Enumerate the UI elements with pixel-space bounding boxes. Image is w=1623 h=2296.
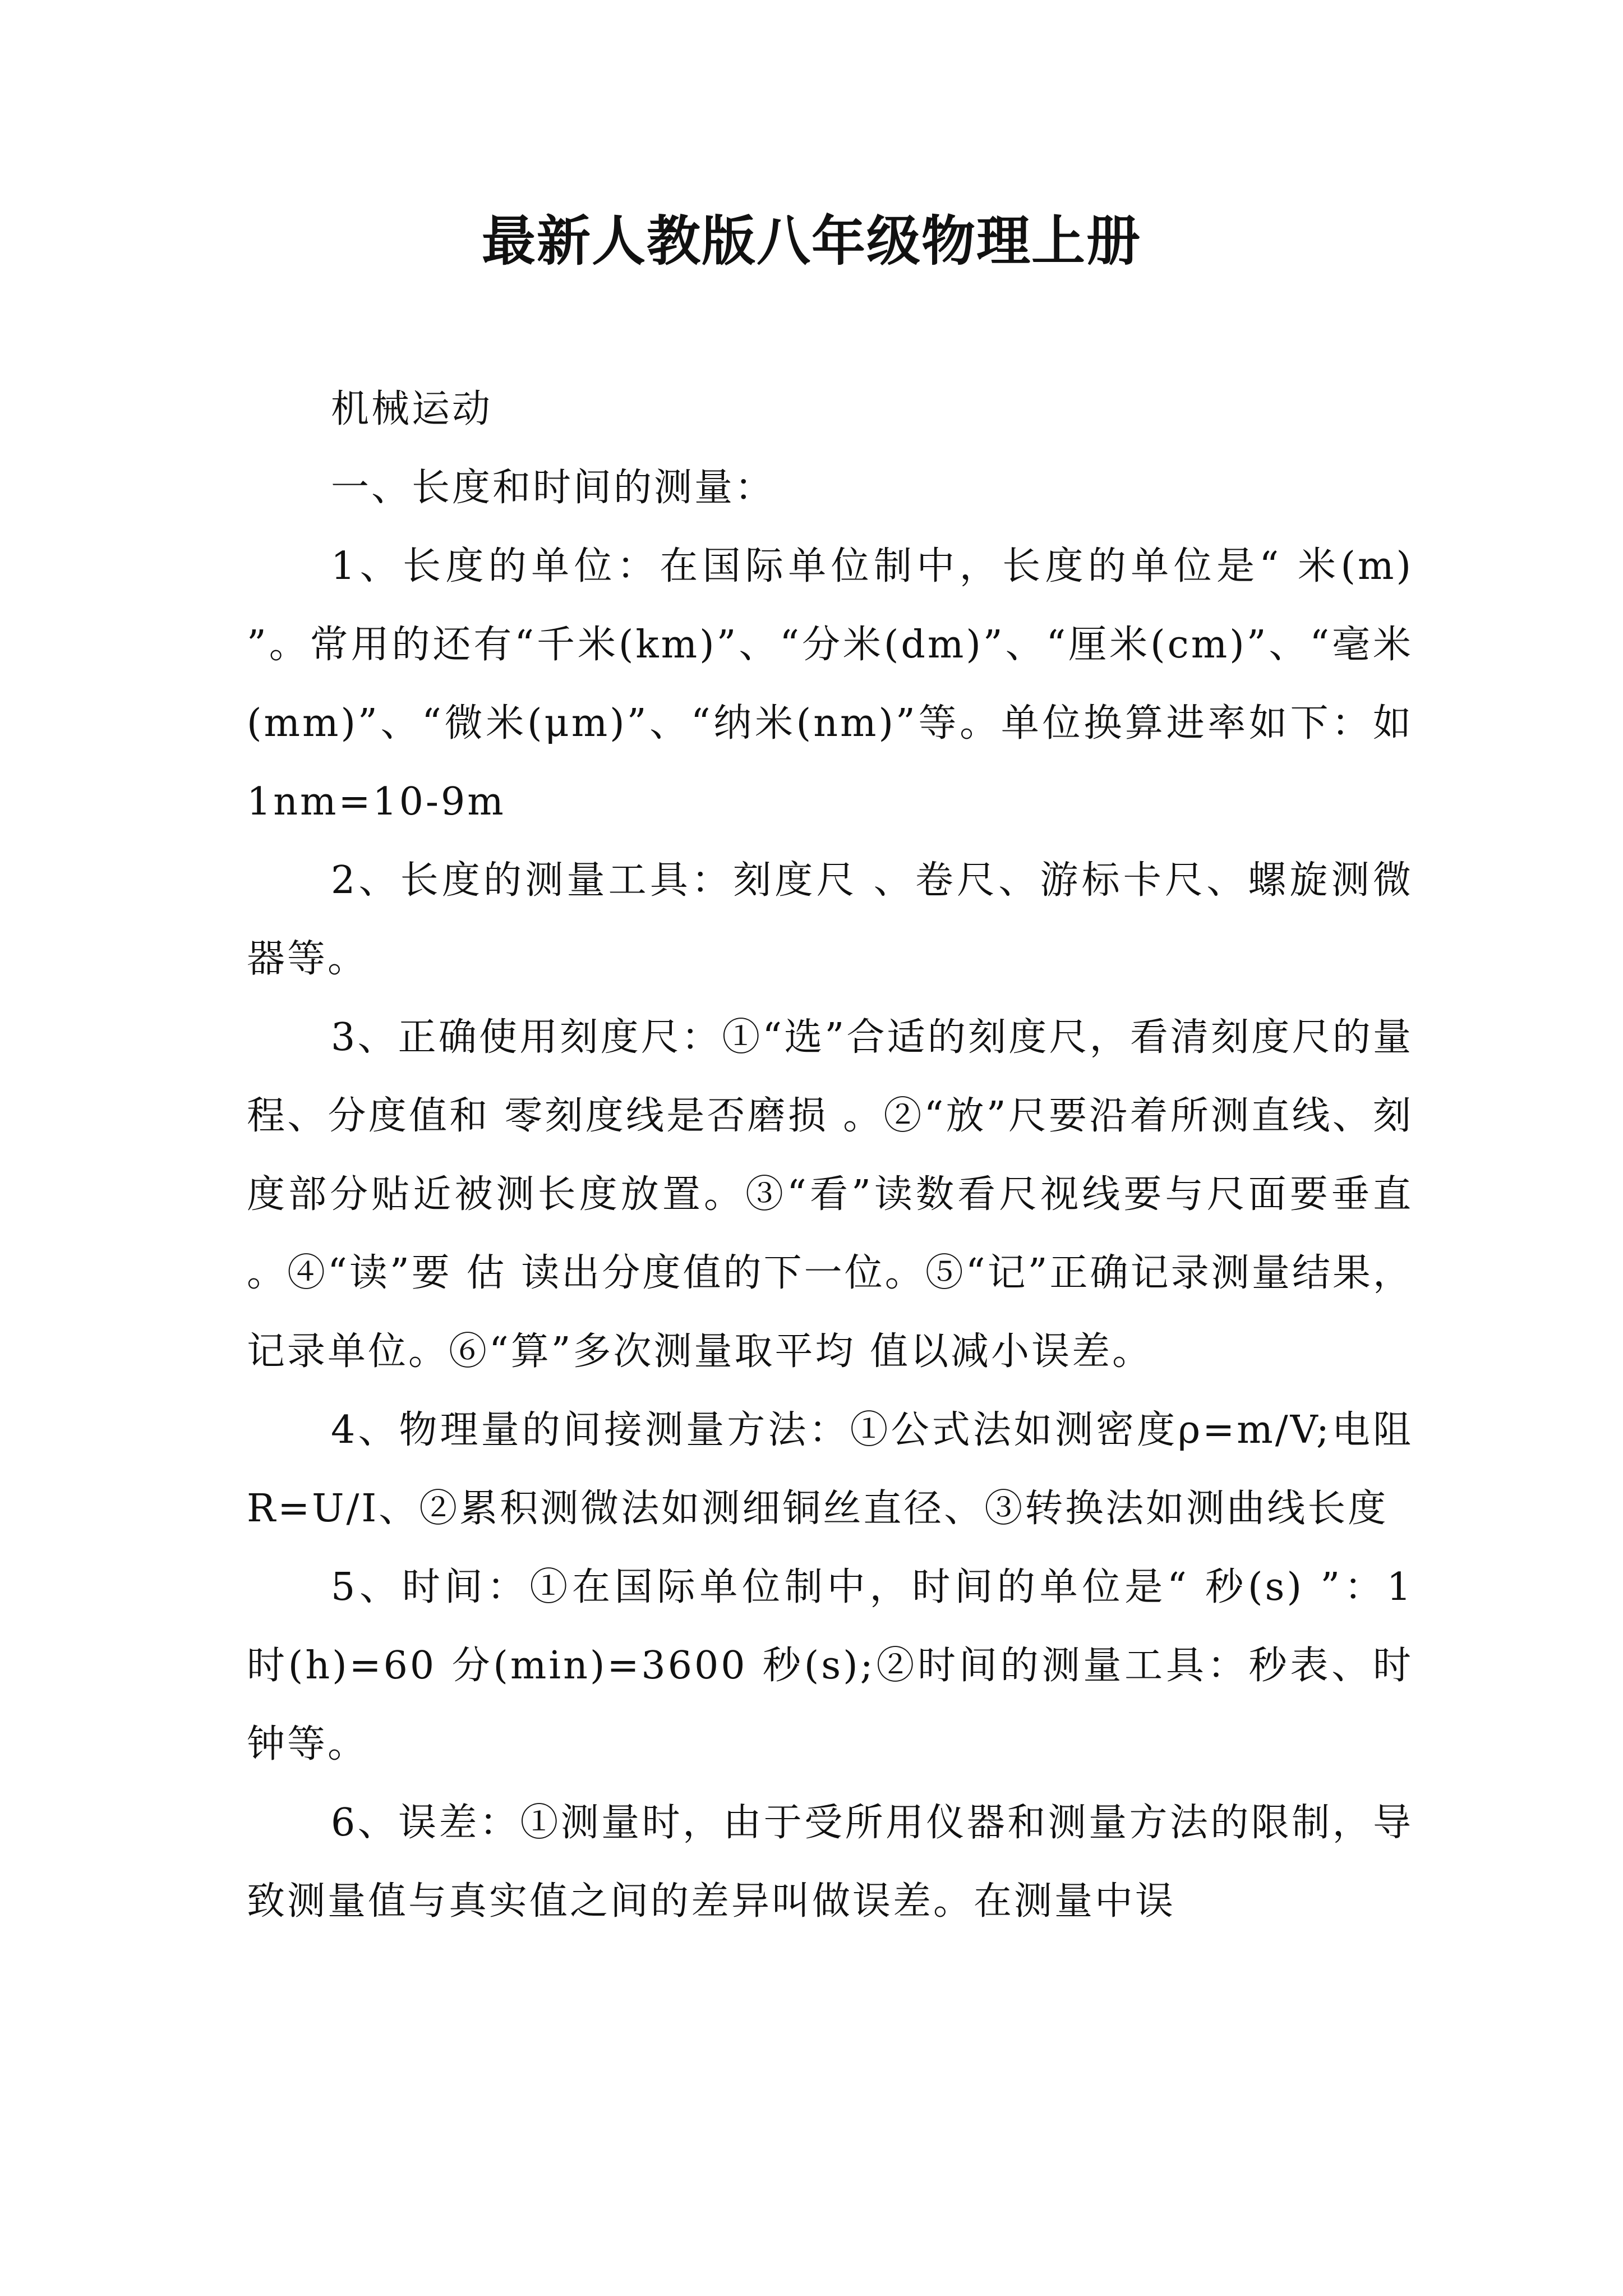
subsection-heading-length-time-measurement: 一、长度和时间的测量： [331,466,776,510]
section-heading-mechanical-motion: 机械运动 [331,387,493,431]
document-body [247,370,1413,1941]
paragraph-ruler-usage: 3、正确使用刻度尺：①“选”合适的刻度尺，看清刻度尺的量程、分度值和 零刻度线是否磨损 。②“放”尺要沿着所测直线、刻度部分贴近被测长度放置。③“看”读数看尺视线要与尺面要垂直 。④“读”要 估 读出分度值的下一位。⑤“记”正确记录测量结果，记录单位。⑥“算”多次测量取平均 值以减小误差。 [247,1015,1413,1374]
paragraph-length-units: 1、长度的单位：在国际单位制中，长度的单位是“ 米(m) ”。常用的还有“千米(km)”、“分米(dm)”、“厘米(cm)”、“毫米(mm)”、“微米(μm)”、“纳米(nm)”等。单位换算进率如下：如 1nm=10-9m [247,544,1413,824]
paragraph-error: 6、误差：①测量时，由于受所用仪器和测量方法的限制，导致测量值与真实值之间的差异叫做误差。在测量中误 [247,1801,1413,1924]
document-title: 最新人教版八年级物理上册 [482,210,1141,273]
paragraph-time: 5、时间：①在国际单位制中，时间的单位是“ 秒(s) ”：1 时(h)=60 分(min)=3600 秒(s);②时间的测量工具：秒表、时钟等。 [247,1565,1413,1766]
paragraph-length-tools: 2、长度的测量工具：刻度尺 、卷尺、游标卡尺、螺旋测微器等。 [247,858,1413,981]
paragraph-indirect-measurement: 4、物理量的间接测量方法：①公式法如测密度ρ=m/V;电阻 R=U/I、②累积测微法如测细铜丝直径、③转换法如测曲线长度 [247,1408,1413,1531]
